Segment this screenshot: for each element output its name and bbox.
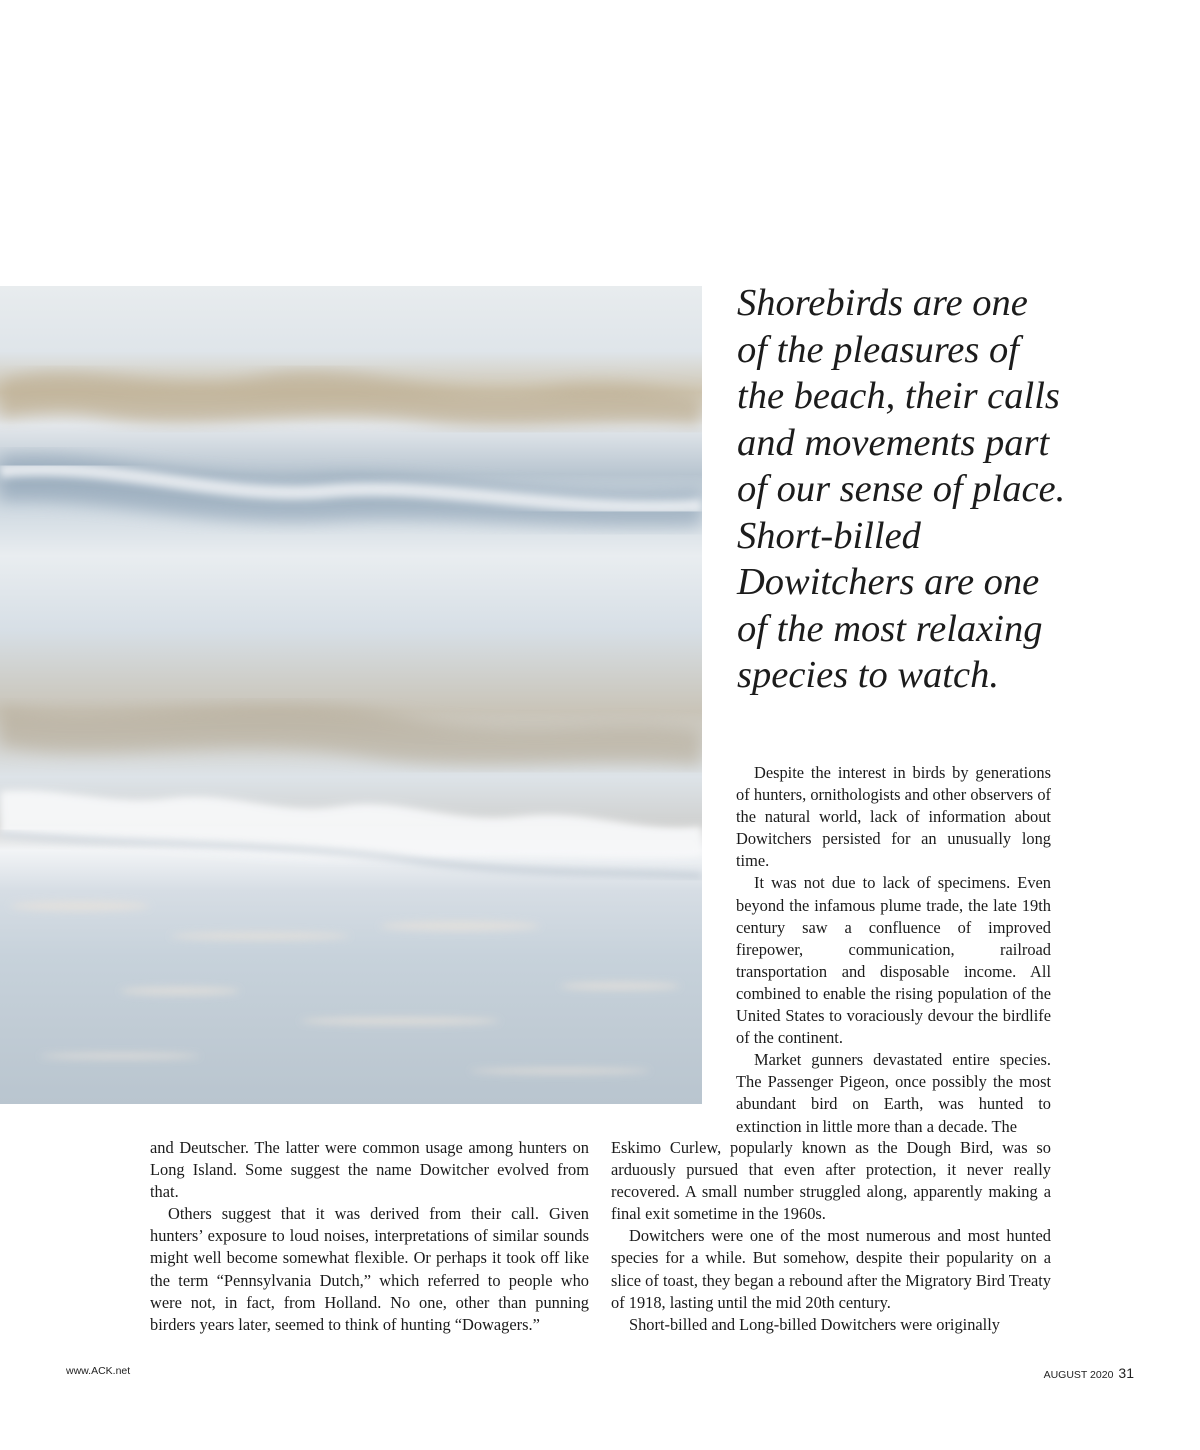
paragraph: Short-billed and Long-billed Dowitchers were originally — [629, 1314, 1000, 1334]
footer-issue — [1044, 1365, 1134, 1381]
paragraph: Others suggest that it was derived from their call. Given hunters’ exposure to loud noises, interpretations of similar sounds might well become somewhat flexible. Or perhaps it took off like the term “Pennsylvania Dutch,” which referred to people who were not, in fact, from Holland. No one, other than punning birders years later, seemed to think of hunting “Dowagers.” — [150, 1204, 589, 1334]
paragraph: Eskimo Curlew, popularly known as the Dough Bird, was so arduously pursued that even after protection, it never really recovered. A small number struggled along, apparently making a final exit sometime in the 1960s. — [611, 1138, 1051, 1224]
paragraph: Dowitchers were one of the most numerous and most hunted species for a while. But somehow, despite their popularity on a slice of toast, they began a rebound after the Migratory Bird Treaty of 1918, lasting until the mid 20th century. — [611, 1226, 1051, 1312]
body-column-bottom-left — [150, 1137, 589, 1336]
beach-surf-photo — [0, 286, 702, 1104]
paragraph: and Deutscher. The latter were common usage among hunters on Long Island. Some suggest the name Dowitcher evolved from that. — [150, 1138, 589, 1202]
body-column-right — [736, 762, 1051, 1138]
issue-date: AUGUST 2020 — [1043, 1369, 1114, 1381]
footer-website: www.ACK.net — [66, 1365, 131, 1377]
pull-quote: Shorebirds are one of the pleasures of the beach, their calls and movements part of our sense of place. Short-billed Dowitchers are one of the most relaxing species to watch. — [737, 282, 1066, 696]
surf-illustration — [0, 286, 702, 1104]
paragraph: Despite the interest in birds by generations of hunters, ornithologists and other observers of the natural world, lack of information about Dowitchers persisted for an unusually long time. — [736, 763, 1051, 871]
page-number: 31 — [1118, 1365, 1134, 1381]
paragraph: It was not due to lack of specimens. Even beyond the infamous plume trade, the late 19th century saw a confluence of improved firepower, communication, railroad transportation and disposable income. All combined to enable the rising population of the United States to voraciously devour the birdlife of the continent. — [736, 873, 1051, 1048]
body-column-bottom-right — [611, 1137, 1051, 1336]
paragraph: Market gunners devastated entire species. The Passenger Pigeon, once possibly the most abundant bird on Earth, was hunted to extinction in little more than a decade. The — [736, 1050, 1051, 1136]
